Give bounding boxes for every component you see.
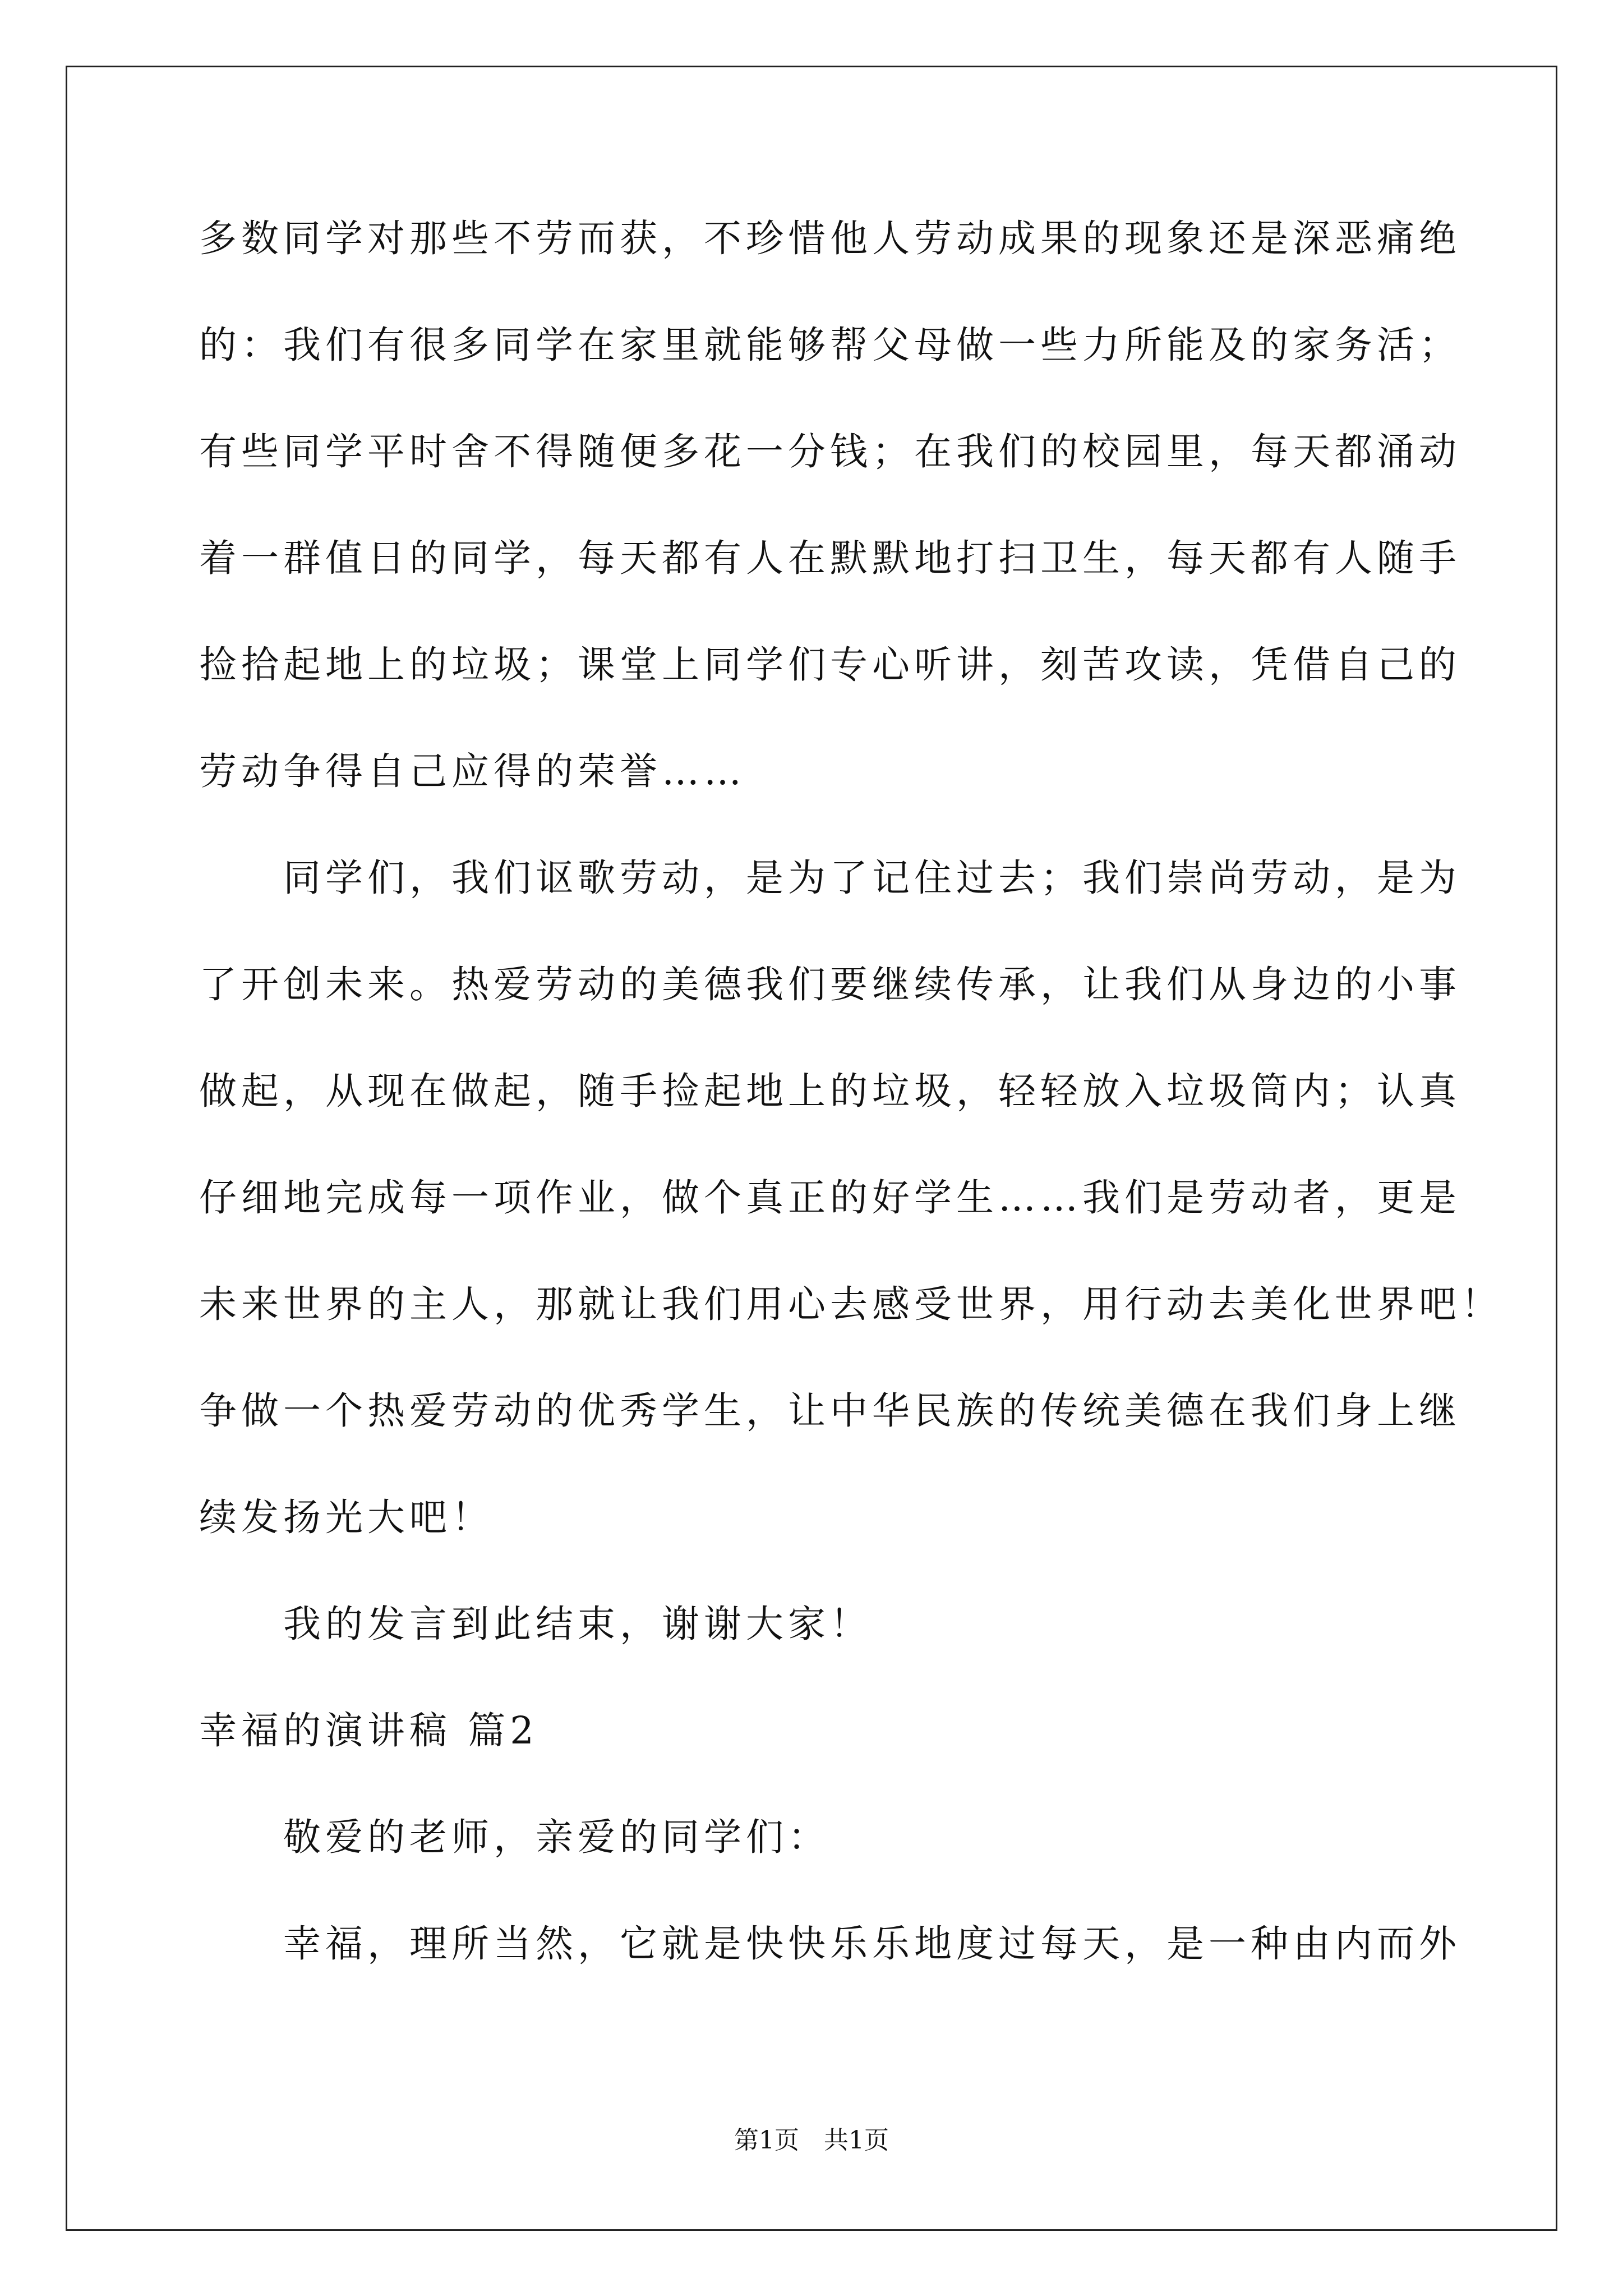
text-line: 续发扬光大吧！ [199,1496,494,1539]
text-line: 做起，从现在做起，随手捡起地上的垃圾，轻轻放入垃圾筒内；认真 [199,1069,1461,1113]
text-line: 劳动争得自己应得的荣誉…… [199,749,746,793]
text-line: 有些同学平时舍不得随便多花一分钱；在我们的校园里，每天都涌动 [199,430,1461,473]
text-line: 的：我们有很多同学在家里就能够帮父母做一些力所能及的家务活； [199,323,1461,367]
text-line: 幸福，理所当然，它就是快快乐乐地度过每天，是一种由内而外 [283,1922,1461,1966]
text-line: 捡拾起地上的垃圾；课堂上同学们专心听讲，刻苦攻读，凭借自己的 [199,643,1461,687]
text-line: 了开创未来。热爱劳动的美德我们要继续传承，让我们从身边的小事 [199,963,1461,1006]
text-line: 仔细地完成每一项作业，做个真正的好学生……我们是劳动者，更是 [199,1176,1461,1220]
salutation: 敬爱的老师，亲爱的同学们： [283,1815,830,1859]
text-line: 同学们，我们讴歌劳动，是为了记住过去；我们崇尚劳动，是为 [283,856,1461,900]
text-line: 未来世界的主人，那就让我们用心去感受世界，用行动去美化世界吧！ [199,1282,1503,1326]
text-line: 争做一个热爱劳动的优秀学生，让中华民族的传统美德在我们身上继 [199,1389,1461,1433]
closing-line: 我的发言到此结束，谢谢大家！ [283,1602,872,1646]
page-footer: 第1页 共1页 [734,2126,889,2155]
text-line: 着一群值日的同学，每天都有人在默默地打扫卫生，每天都有人随手 [199,536,1461,580]
page-frame [66,66,1557,2231]
section-heading: 幸福的演讲稿 篇2 [199,1709,538,1752]
text-line: 多数同学对那些不劳而获，不珍惜他人劳动成果的现象还是深恶痛绝 [199,217,1461,260]
